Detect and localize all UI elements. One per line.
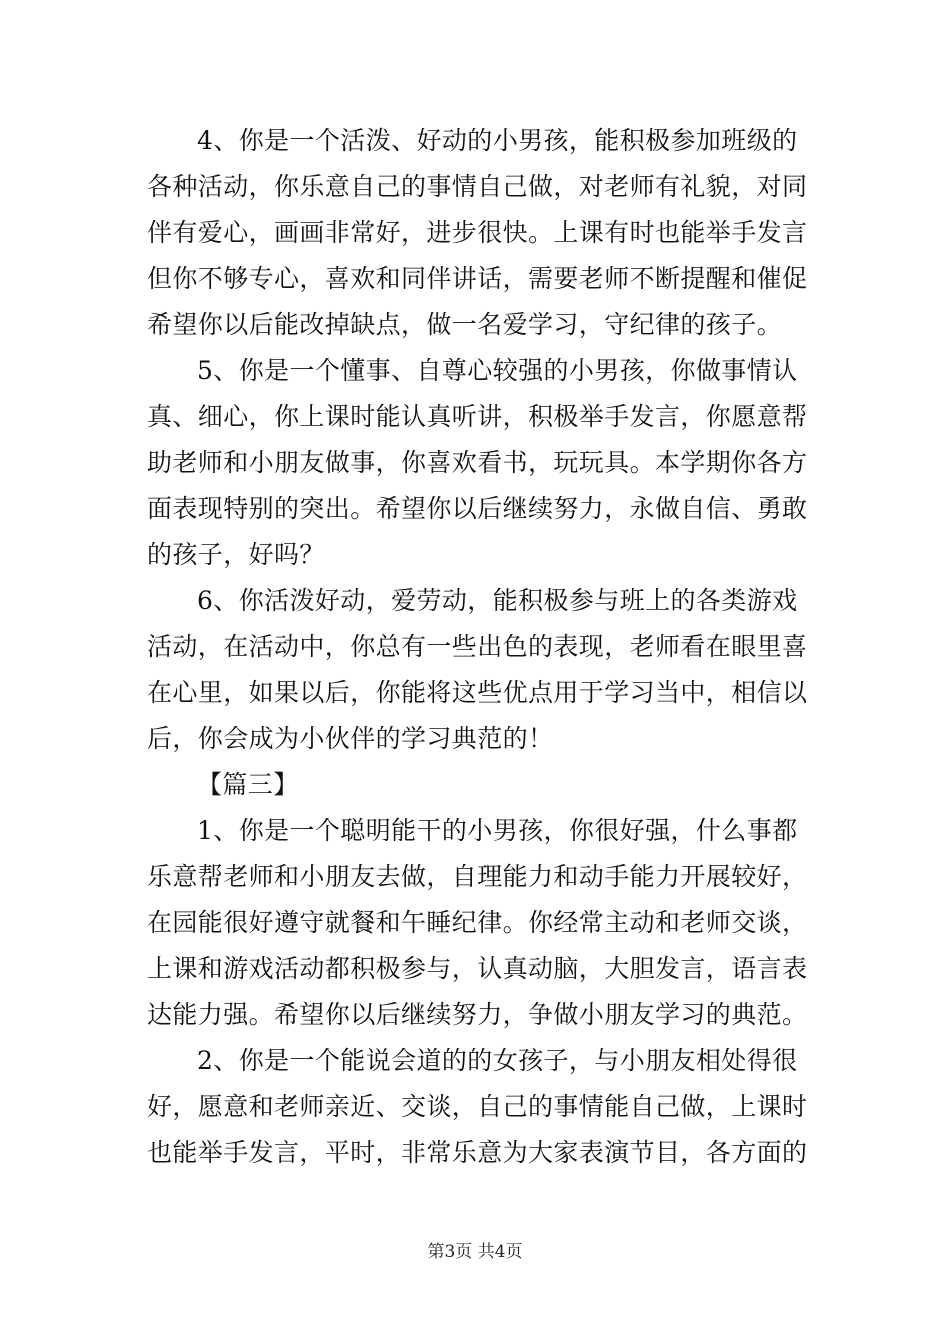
text-line: 乐意帮老师和小朋友去做，自理能力和动手能力开展较好， (147, 862, 808, 891)
paragraph-1 (147, 808, 813, 1038)
text-line: 真、细心，你上课时能认真听讲，积极举手发言，你愿意帮 (147, 402, 808, 431)
text-line: 5、你是一个懂事、自尊心较强的小男孩，你做事情认 (197, 356, 798, 385)
text-line: 上课和游戏活动都积极参与，认真动脑，大胆发言，语言表 (147, 954, 808, 983)
text-line: 活动，在活动中，你总有一些出色的表现，老师看在眼里喜 (147, 632, 808, 661)
section-heading-text: 【篇三】 (197, 770, 299, 799)
paragraph-6 (147, 578, 813, 762)
text-line: 好，愿意和老师亲近、交谈，自己的事情能自己做，上课时 (147, 1092, 808, 1121)
paragraph-4 (147, 118, 813, 348)
text-line: 在园能很好遵守就餐和午睡纪律。你经常主动和老师交谈， (147, 908, 808, 937)
document-body (147, 118, 813, 1176)
text-line: 后，你会成为小伙伴的学习典范的！ (147, 724, 554, 753)
paragraph-5 (147, 348, 813, 578)
text-line: 2、你是一个能说会道的的女孩子，与小朋友相处得很 (197, 1046, 798, 1075)
text-line: 的孩子，好吗？ (147, 540, 325, 569)
text-line: 希望你以后能改掉缺点，做一名爱学习，守纪律的孩子。 (147, 310, 783, 339)
text-line: 4、你是一个活泼、好动的小男孩，能积极参加班级的 (197, 126, 798, 155)
text-line: 各种活动，你乐意自己的事情自己做，对老师有礼貌，对同 (147, 172, 808, 201)
section-heading (147, 762, 813, 808)
text-line: 助老师和小朋友做事，你喜欢看书，玩玩具。本学期你各方 (147, 448, 808, 477)
text-line: 6、你活泼好动，爱劳动，能积极参与班上的各类游戏 (197, 586, 798, 615)
text-line: 1、你是一个聪明能干的小男孩，你很好强，什么事都 (197, 816, 798, 845)
page-footer: 第3页 共4页 (427, 1242, 523, 1262)
text-line: 面表现特别的突出。希望你以后继续努力，永做自信、勇敢 (147, 494, 808, 523)
text-line: 也能举手发言，平时，非常乐意为大家表演节目，各方面的 (147, 1138, 808, 1167)
text-line: 在心里，如果以后，你能将这些优点用于学习当中，相信以 (147, 678, 808, 707)
text-line: 达能力强。希望你以后继续努力，争做小朋友学习的典范。 (147, 1000, 808, 1029)
text-line: 但你不够专心，喜欢和同伴讲话，需要老师不断提醒和催促 (147, 264, 808, 293)
paragraph-2 (147, 1038, 813, 1176)
text-line: 伴有爱心，画画非常好，进步很快。上课有时也能举手发言 (147, 218, 808, 247)
